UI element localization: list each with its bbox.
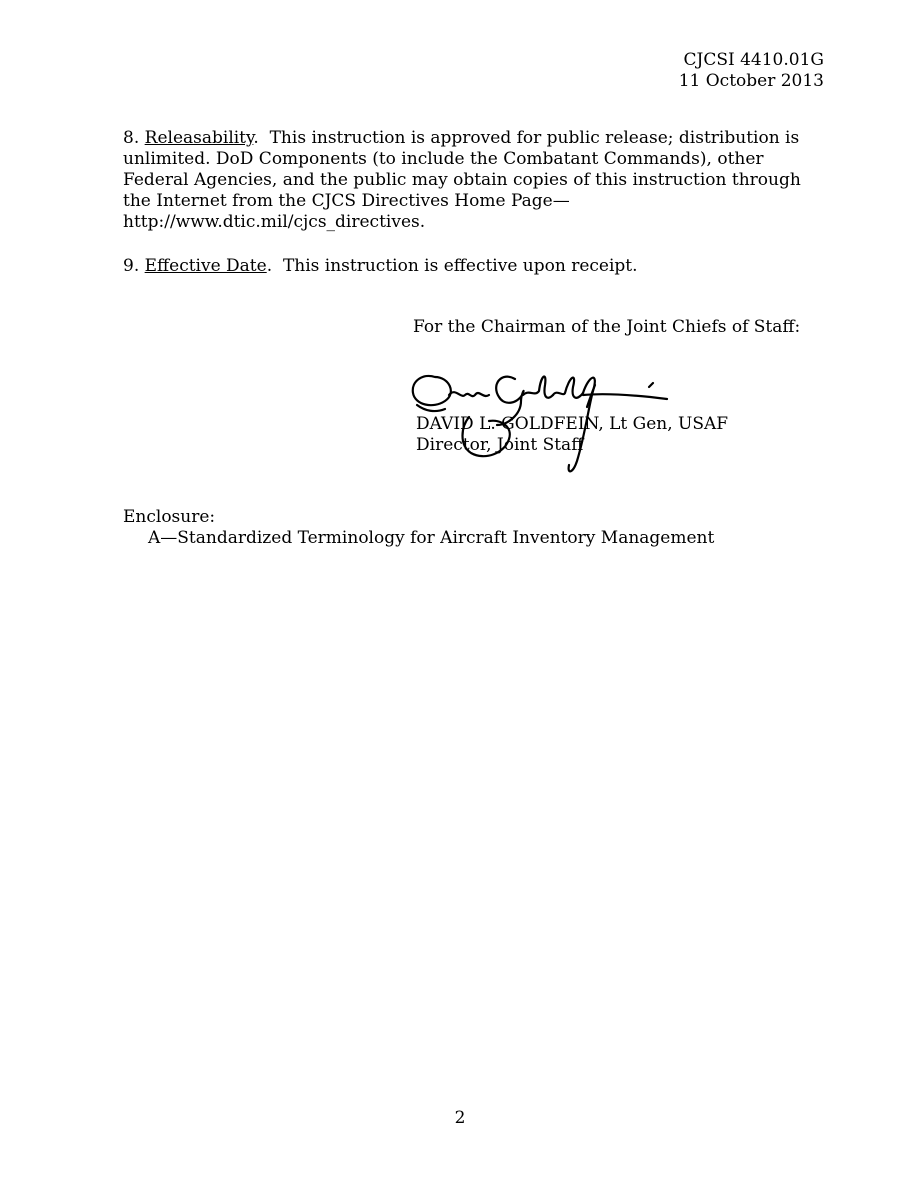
signatory-name: DAVID L. GOLDFEIN, Lt Gen, USAF — [416, 414, 729, 434]
paragraph-text: This instruction is effective upon receipt. — [282, 256, 638, 276]
paragraph-heading: Releasability — [144, 128, 254, 148]
paragraph-releasability — [123, 128, 823, 233]
paragraph-number: 9. — [123, 256, 140, 276]
paragraph-text-line: unlimited. DoD Components (to include the Combatant Commands), other — [123, 149, 764, 169]
document-header — [679, 50, 824, 92]
paragraph-text-line: This instruction is approved for public release; distribution is — [269, 128, 800, 148]
doc-number: CJCSI 4410.01G — [683, 50, 824, 70]
paragraph-effective-date: 9. Effective Date. This instruction is effective upon receipt. — [123, 256, 638, 276]
paragraph-number: 8. — [123, 128, 140, 148]
page-number: 2 — [454, 1108, 466, 1128]
signatory-title: Director, Joint Staff — [416, 435, 584, 455]
paragraph-text-line: Federal Agencies, and the public may obtain copies of this instruction through — [123, 170, 801, 190]
enclosure-item: A—Standardized Terminology for Aircraft Inventory Management — [148, 528, 715, 548]
paragraph-heading: Effective Date — [144, 256, 267, 276]
paragraph-first-line: 8. Releasability. This instruction is approved for public release; distribution is — [123, 128, 800, 148]
doc-date: 11 October 2013 — [678, 71, 824, 91]
signoff-line: For the Chairman of the Joint Chiefs of Staff: — [413, 317, 801, 337]
paragraph-text-line: the Internet from the CJCS Directives Home Page— — [123, 191, 570, 211]
enclosure-label: Enclosure: — [123, 507, 216, 527]
directives-url: http://www.dtic.mil/cjcs_directives. — [123, 212, 426, 232]
